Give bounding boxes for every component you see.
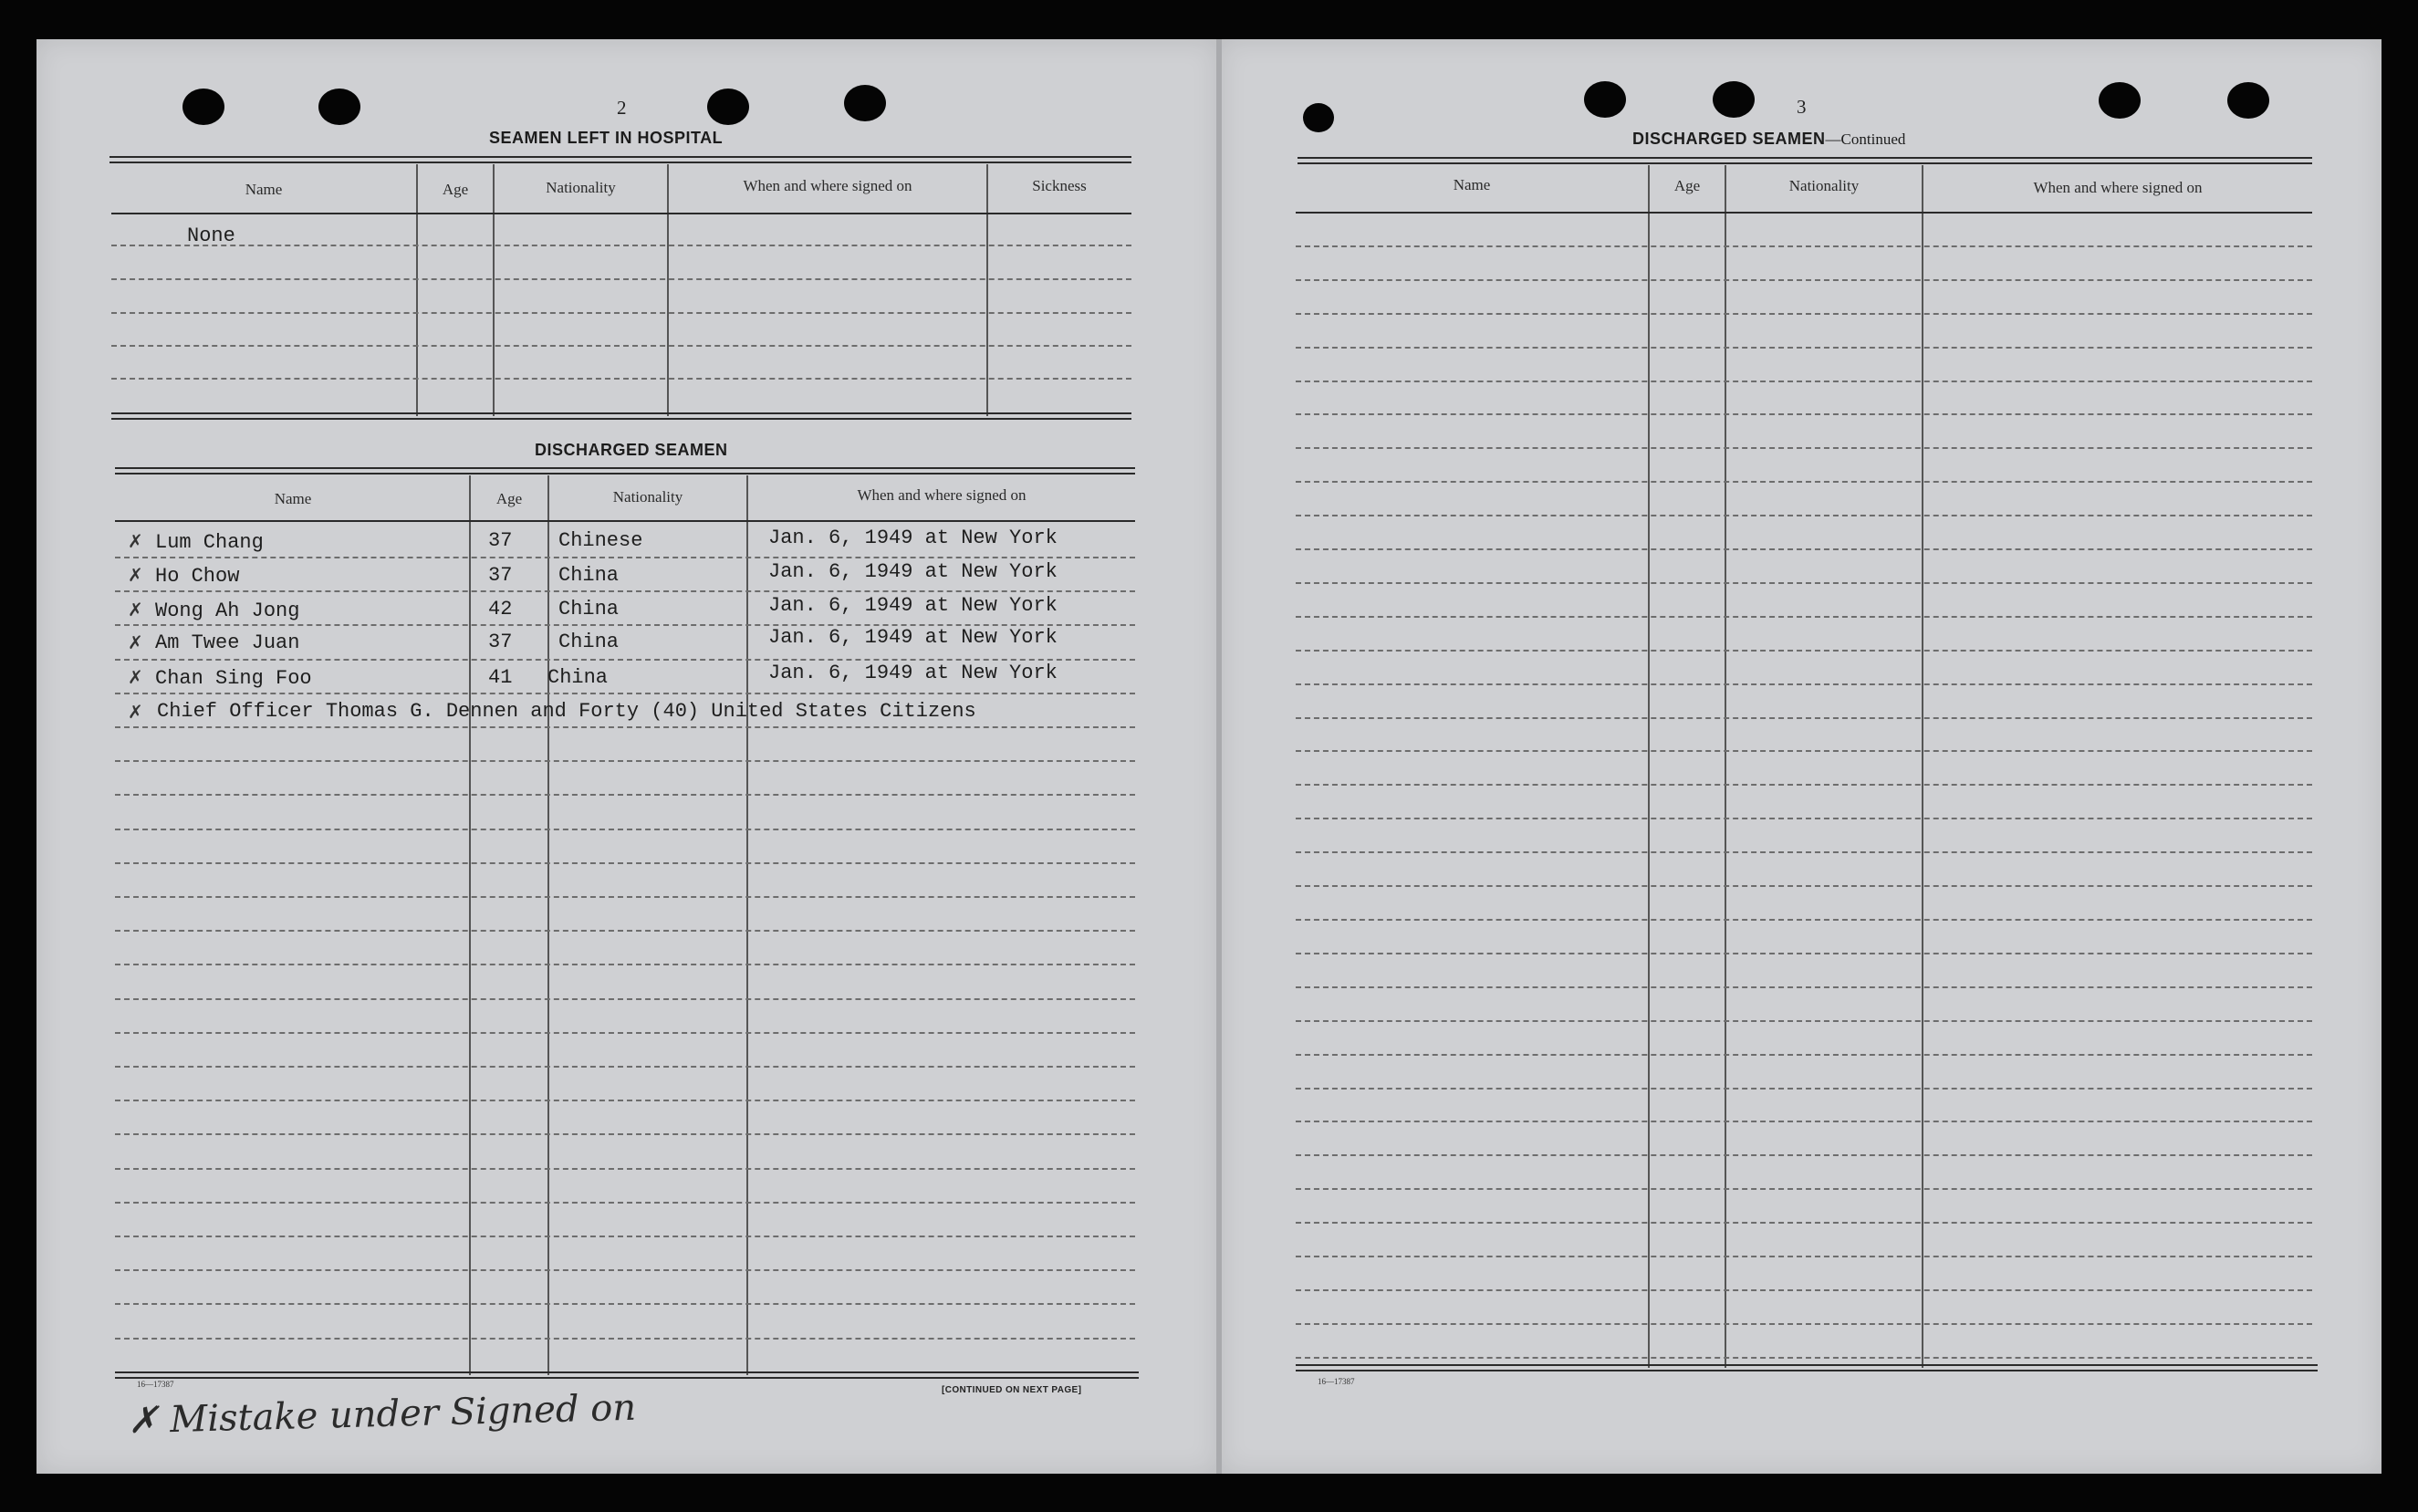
ruled-row-line <box>115 998 1135 1000</box>
ruled-row-line <box>115 1168 1135 1170</box>
continued-bottom-rule <box>1296 1364 2318 1366</box>
discharged-top-rule <box>115 473 1135 474</box>
hospital-top-rule <box>109 156 1131 158</box>
hospital-col-nationality: Nationality <box>546 179 616 196</box>
discharged-top-rule <box>115 467 1135 469</box>
right-page <box>1220 39 2382 1474</box>
row-name: Chan Sing Foo <box>155 667 312 690</box>
ruled-row-line <box>1296 347 2312 349</box>
ruled-row-line <box>1296 447 2312 449</box>
discharged-col-divider <box>547 475 549 1375</box>
discharged-col-name: Name <box>274 490 312 507</box>
hospital-bottom-rule <box>111 418 1131 420</box>
row-nationality: China <box>558 564 620 587</box>
ruled-row-line <box>1296 1357 2312 1359</box>
ruled-row-line <box>1296 313 2312 315</box>
continued-col-signed-on: When and where signed on <box>2033 179 2203 196</box>
ruled-row-line <box>1296 750 2312 752</box>
page-number: 3 <box>1797 96 1807 118</box>
punch-hole <box>2099 82 2141 119</box>
left-page <box>36 39 1218 1474</box>
ruled-row-line <box>1296 683 2312 685</box>
ruled-row-line <box>115 1032 1135 1034</box>
handwritten-note: ✗ Mistake under Signed on <box>127 1386 637 1443</box>
ruled-row-line <box>1296 1323 2312 1325</box>
row-name: Wong Ah Jong <box>155 600 300 622</box>
ruled-row-line <box>115 693 1135 694</box>
ruled-row-line <box>1296 548 2312 550</box>
hospital-row-line <box>111 278 1131 280</box>
ruled-row-line <box>115 1269 1135 1271</box>
continued-top-rule <box>1298 162 2312 164</box>
row-age: 37 <box>488 564 513 587</box>
ruled-row-line <box>1296 245 2312 247</box>
check-mark: ✗ <box>128 530 143 552</box>
hospital-section-title: SEAMEN LEFT IN HOSPITAL <box>489 129 724 147</box>
punch-hole <box>1584 81 1626 118</box>
row-age: 37 <box>488 631 513 653</box>
continued-header-rule <box>1296 212 2312 214</box>
ruled-row-line <box>115 829 1135 830</box>
check-mark: ✗ <box>128 631 143 653</box>
ruled-row-line <box>1296 1256 2312 1257</box>
ruled-row-line <box>115 964 1135 965</box>
ruled-row-line <box>115 1303 1135 1305</box>
ruled-row-line <box>1296 515 2312 516</box>
ruled-row-line <box>115 1133 1135 1135</box>
hospital-row-line <box>111 378 1131 380</box>
ruled-row-line <box>115 557 1135 558</box>
ruled-row-line <box>1296 851 2312 853</box>
ruled-row-line <box>1296 1054 2312 1056</box>
punch-hole <box>318 89 360 125</box>
row-age: 37 <box>488 529 513 552</box>
page-number: 2 <box>617 97 627 119</box>
form-number: 16—17387 <box>1318 1377 1355 1386</box>
ruled-row-line <box>115 760 1135 762</box>
hospital-col-sickness: Sickness <box>1032 177 1087 194</box>
ruled-row-line <box>1296 481 2312 483</box>
ruled-row-line <box>1296 413 2312 415</box>
ruled-row-line <box>1296 919 2312 921</box>
ruled-row-line <box>115 794 1135 796</box>
ruled-row-line <box>1296 1020 2312 1022</box>
ruled-row-line <box>115 1066 1135 1068</box>
ruled-row-line <box>1296 784 2312 786</box>
hospital-row-line <box>111 312 1131 314</box>
row-signed-on: Jan. 6, 1949 at New York <box>768 527 1058 549</box>
punch-hole <box>182 89 224 125</box>
ruled-row-line <box>1296 1154 2312 1156</box>
ruled-row-line <box>115 1202 1135 1204</box>
ruled-row-line <box>1296 953 2312 954</box>
hospital-row-line <box>111 245 1131 246</box>
ruled-row-line <box>115 1236 1135 1237</box>
continued-col-age: Age <box>1673 177 1701 194</box>
discharged-section-title: DISCHARGED SEAMEN <box>535 441 728 459</box>
row-nationality: Chinese <box>558 529 643 552</box>
continued-col-name: Name <box>1453 176 1491 193</box>
punch-hole <box>1303 103 1334 132</box>
row-signed-on: Jan. 6, 1949 at New York <box>768 626 1058 649</box>
hospital-row-line <box>111 345 1131 347</box>
row-name: Lum Chang <box>155 531 264 554</box>
discharged-col-signed-on: When and where signed on <box>857 486 1027 504</box>
continued-note: [CONTINUED ON NEXT PAGE] <box>942 1385 1082 1395</box>
row-name: Ho Chow <box>155 565 240 588</box>
ruled-row-line <box>115 590 1135 592</box>
hospital-col-signed-on: When and where signed on <box>743 177 912 194</box>
ruled-row-line <box>1296 986 2312 988</box>
discharged-col-nationality: Nationality <box>612 488 683 506</box>
ruled-row-line <box>115 862 1135 864</box>
hospital-col-name: Name <box>245 181 283 198</box>
ruled-row-line <box>1296 885 2312 887</box>
row-age: 42 <box>488 598 513 620</box>
punch-hole <box>707 89 749 125</box>
row-signed-on: Jan. 6, 1949 at New York <box>768 560 1058 583</box>
ruled-row-line <box>115 726 1135 728</box>
discharged-col-divider <box>746 475 748 1375</box>
ruled-row-line <box>1296 650 2312 652</box>
row-age: 41 <box>488 666 513 689</box>
ruled-row-line <box>1296 1121 2312 1122</box>
punch-hole <box>2227 82 2269 119</box>
title-text: DISCHARGED SEAMEN <box>1632 130 1826 148</box>
hospital-entry: None <box>187 224 235 247</box>
continued-top-rule <box>1298 157 2312 159</box>
title-suffix: —Continued <box>1825 130 1906 148</box>
check-mark: ✗ <box>128 599 143 620</box>
punch-hole <box>1713 81 1755 118</box>
ruled-row-line <box>1296 616 2312 618</box>
ruled-row-line <box>1296 1088 2312 1090</box>
ruled-row-line <box>1296 1188 2312 1190</box>
ruled-row-line <box>1296 717 2312 719</box>
ruled-row-line <box>115 1100 1135 1101</box>
ruled-row-line <box>115 896 1135 898</box>
ruled-row-line <box>1296 582 2312 584</box>
discharged-col-divider <box>469 475 471 1375</box>
ruled-row-line <box>115 659 1135 661</box>
discharged-continued-title <box>1632 130 1905 149</box>
ruled-row-line <box>1296 1222 2312 1224</box>
row-signed-on: Jan. 6, 1949 at New York <box>768 594 1058 617</box>
hospital-top-rule <box>109 162 1131 163</box>
continued-bottom-rule <box>1296 1370 2318 1371</box>
hospital-col-age: Age <box>442 181 469 198</box>
discharged-bottom-rule <box>115 1377 1139 1379</box>
check-mark: ✗ <box>128 564 143 586</box>
discharged-header-rule <box>115 520 1135 522</box>
ruled-row-line <box>1296 279 2312 281</box>
punch-hole <box>844 85 886 121</box>
row-note: Chief Officer Thomas G. Dennen and Forty (40) United States Citizens <box>157 700 976 723</box>
ruled-row-line <box>1296 1289 2312 1291</box>
continued-col-nationality: Nationality <box>1788 177 1860 194</box>
discharged-col-age: Age <box>495 490 523 507</box>
ruled-row-line <box>1296 818 2312 819</box>
ruled-row-line <box>1296 381 2312 382</box>
form-number: 16—17387 <box>137 1380 174 1389</box>
hospital-header-rule <box>111 213 1131 214</box>
row-nationality: China <box>547 666 609 689</box>
row-signed-on: Jan. 6, 1949 at New York <box>768 662 1058 684</box>
check-mark: ✗ <box>128 701 143 723</box>
page-fold <box>1216 39 1222 1474</box>
ruled-row-line <box>115 930 1135 932</box>
row-name: Am Twee Juan <box>155 631 300 654</box>
discharged-bottom-rule <box>115 1371 1139 1373</box>
row-nationality: China <box>558 631 620 653</box>
row-nationality: China <box>558 598 620 620</box>
hospital-bottom-rule <box>111 412 1131 414</box>
ruled-row-line <box>115 1338 1135 1340</box>
check-mark: ✗ <box>128 666 143 688</box>
